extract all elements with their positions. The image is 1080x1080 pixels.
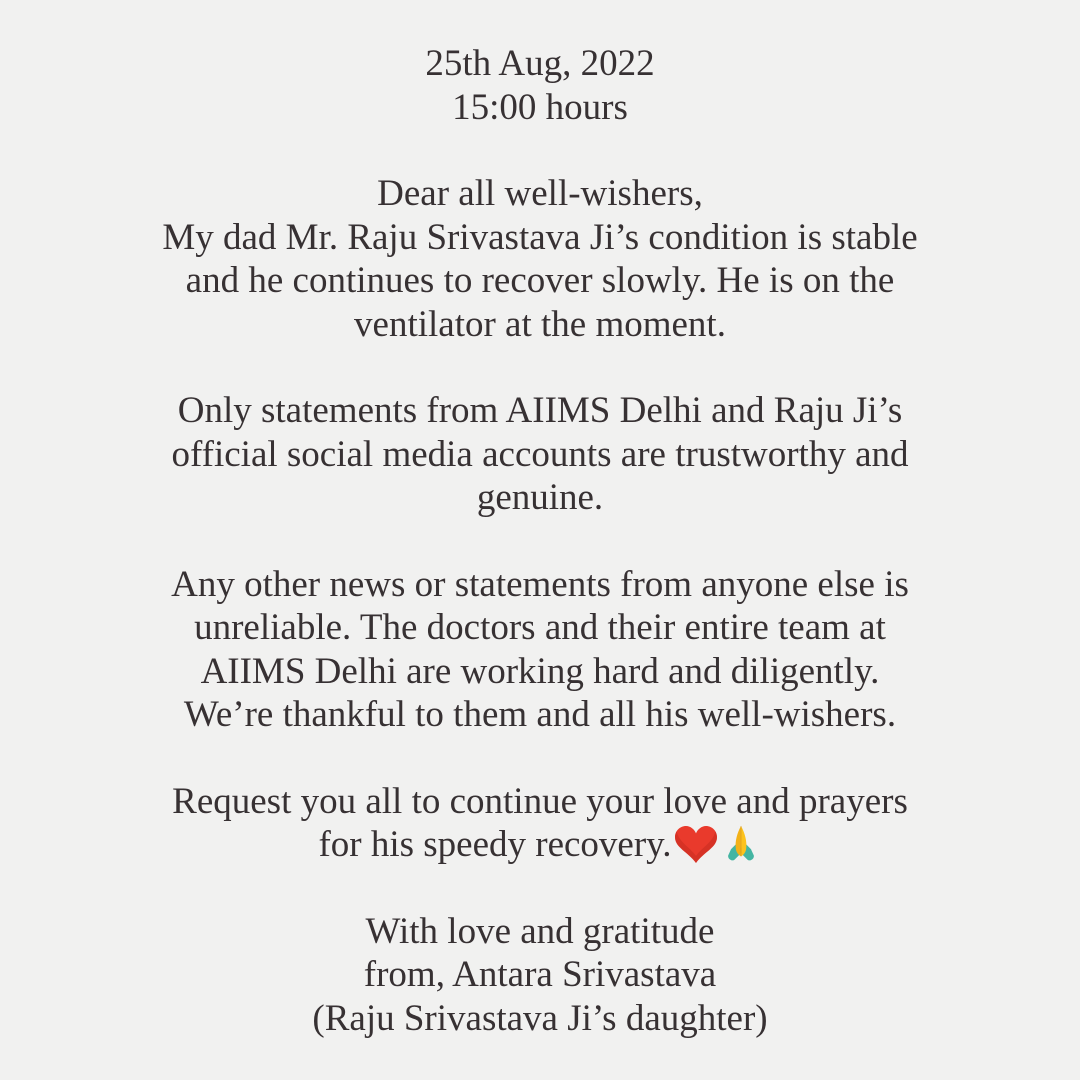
statement-text-block — [80, 42, 1000, 1040]
statement-line: official social media accounts are trustworthy and — [171, 433, 909, 475]
statement-line: unreliable. The doctors and their entire team at — [194, 607, 886, 648]
date-line: 25th Aug, 2022 — [425, 43, 655, 84]
signature-line: (Raju Srivastava Ji’s daughter) — [312, 997, 768, 1039]
statement-line: We’re thankful to them and all his well-wishers. — [183, 694, 897, 735]
time-line: 15:00 hours — [452, 86, 628, 128]
statement-line: Any other news or statements from anyone else is — [171, 563, 909, 605]
date-time-header — [80, 42, 1000, 129]
statement-line: ventilator at the moment. — [354, 303, 726, 345]
statement-line: for his speedy recovery. — [318, 824, 672, 865]
red-heart-icon — [675, 825, 717, 865]
signature-block — [80, 910, 1000, 1041]
paragraph-official-sources — [80, 389, 1000, 520]
folded-hands-icon — [720, 824, 762, 866]
statement-line: Dear all well-wishers, — [377, 173, 703, 214]
signature-line: from, Antara Srivastava — [363, 954, 717, 995]
statement-line: genuine. — [476, 477, 604, 518]
statement-line: Only statements from AIIMS Delhi and Raju Ji’s — [177, 390, 903, 431]
statement-line: My dad Mr. Raju Srivastava Ji’s condition is stable — [162, 216, 918, 258]
paragraph-request-prayers — [80, 780, 1000, 867]
signature-line: With love and gratitude — [365, 910, 715, 952]
statement-line: and he continues to recover slowly. He is on the — [185, 260, 895, 301]
paragraph-unreliable-news — [80, 563, 1000, 737]
statement-line-with-emojis — [80, 823, 1000, 867]
statement-line: Request you all to continue your love and prayers — [172, 780, 908, 822]
paragraph-condition — [80, 172, 1000, 346]
statement-line: AIIMS Delhi are working hard and diligently. — [200, 650, 880, 692]
